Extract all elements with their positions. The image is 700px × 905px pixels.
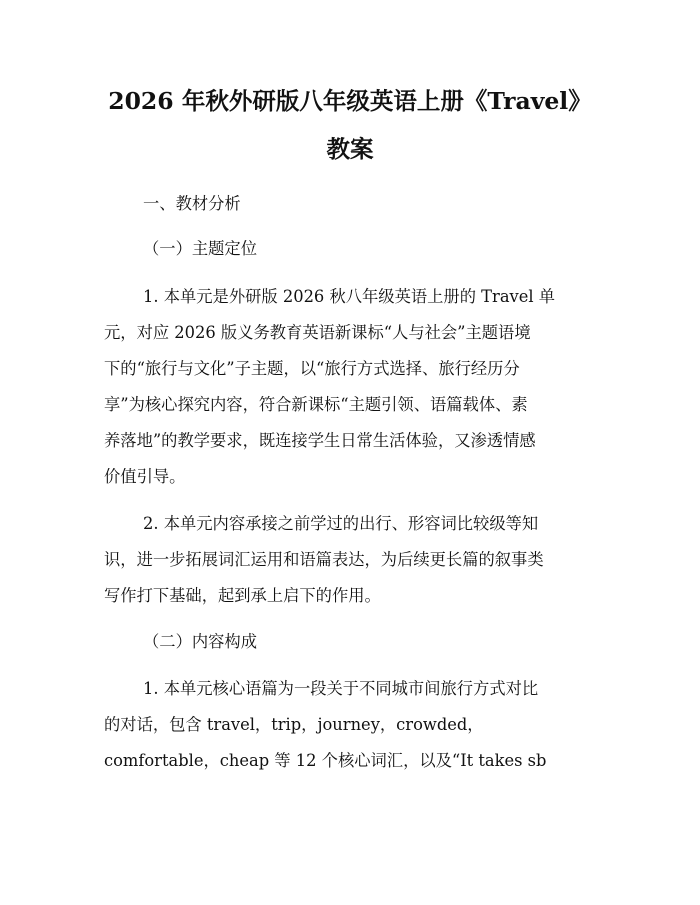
paragraph-line: 2. 本单元内容承接之前学过的出行、形容词比较级等知 — [143, 514, 539, 533]
paragraph-line: 1. 本单元是外研版 2026 秋八年级英语上册的 Travel 单 — [143, 287, 556, 306]
paragraph-line: 养落地”的教学要求，既连接学生日常生活体验，又渗透情感 — [104, 431, 536, 450]
subsection-heading: （一）主题定位 — [143, 239, 257, 258]
subsection-heading: （二）内容构成 — [143, 632, 257, 651]
paragraph-line: 1. 本单元核心语篇为一段关于不同城市间旅行方式对比 — [143, 679, 539, 698]
paragraph-line: 下的“旅行与文化”子主题，以“旅行方式选择、旅行经历分 — [104, 359, 520, 378]
paragraph-line: 元，对应 2026 版义务教育英语新课标“人与社会”主题语境 — [104, 323, 531, 342]
section-heading: 一、教材分析 — [143, 194, 241, 213]
paragraph-line: 识，进一步拓展词汇运用和语篇表达，为后续更长篇的叙事类 — [104, 550, 544, 569]
paragraph-line: 价值引导。 — [104, 467, 186, 486]
document-title-continued: 教案 — [326, 135, 374, 163]
paragraph-line: 写作打下基础，起到承上启下的作用。 — [104, 586, 381, 605]
document-title: 2026 年秋外研版八年级英语上册《Travel》 — [108, 87, 592, 115]
paragraph-line: 的对话，包含 travel，trip，journey，crowded， — [104, 715, 484, 734]
paragraph-line: 享”为核心探究内容，符合新课标“主题引领、语篇载体、素 — [104, 395, 528, 414]
paragraph-line: comfortable，cheap 等 12 个核心词汇，以及“It takes sb — [104, 751, 547, 770]
